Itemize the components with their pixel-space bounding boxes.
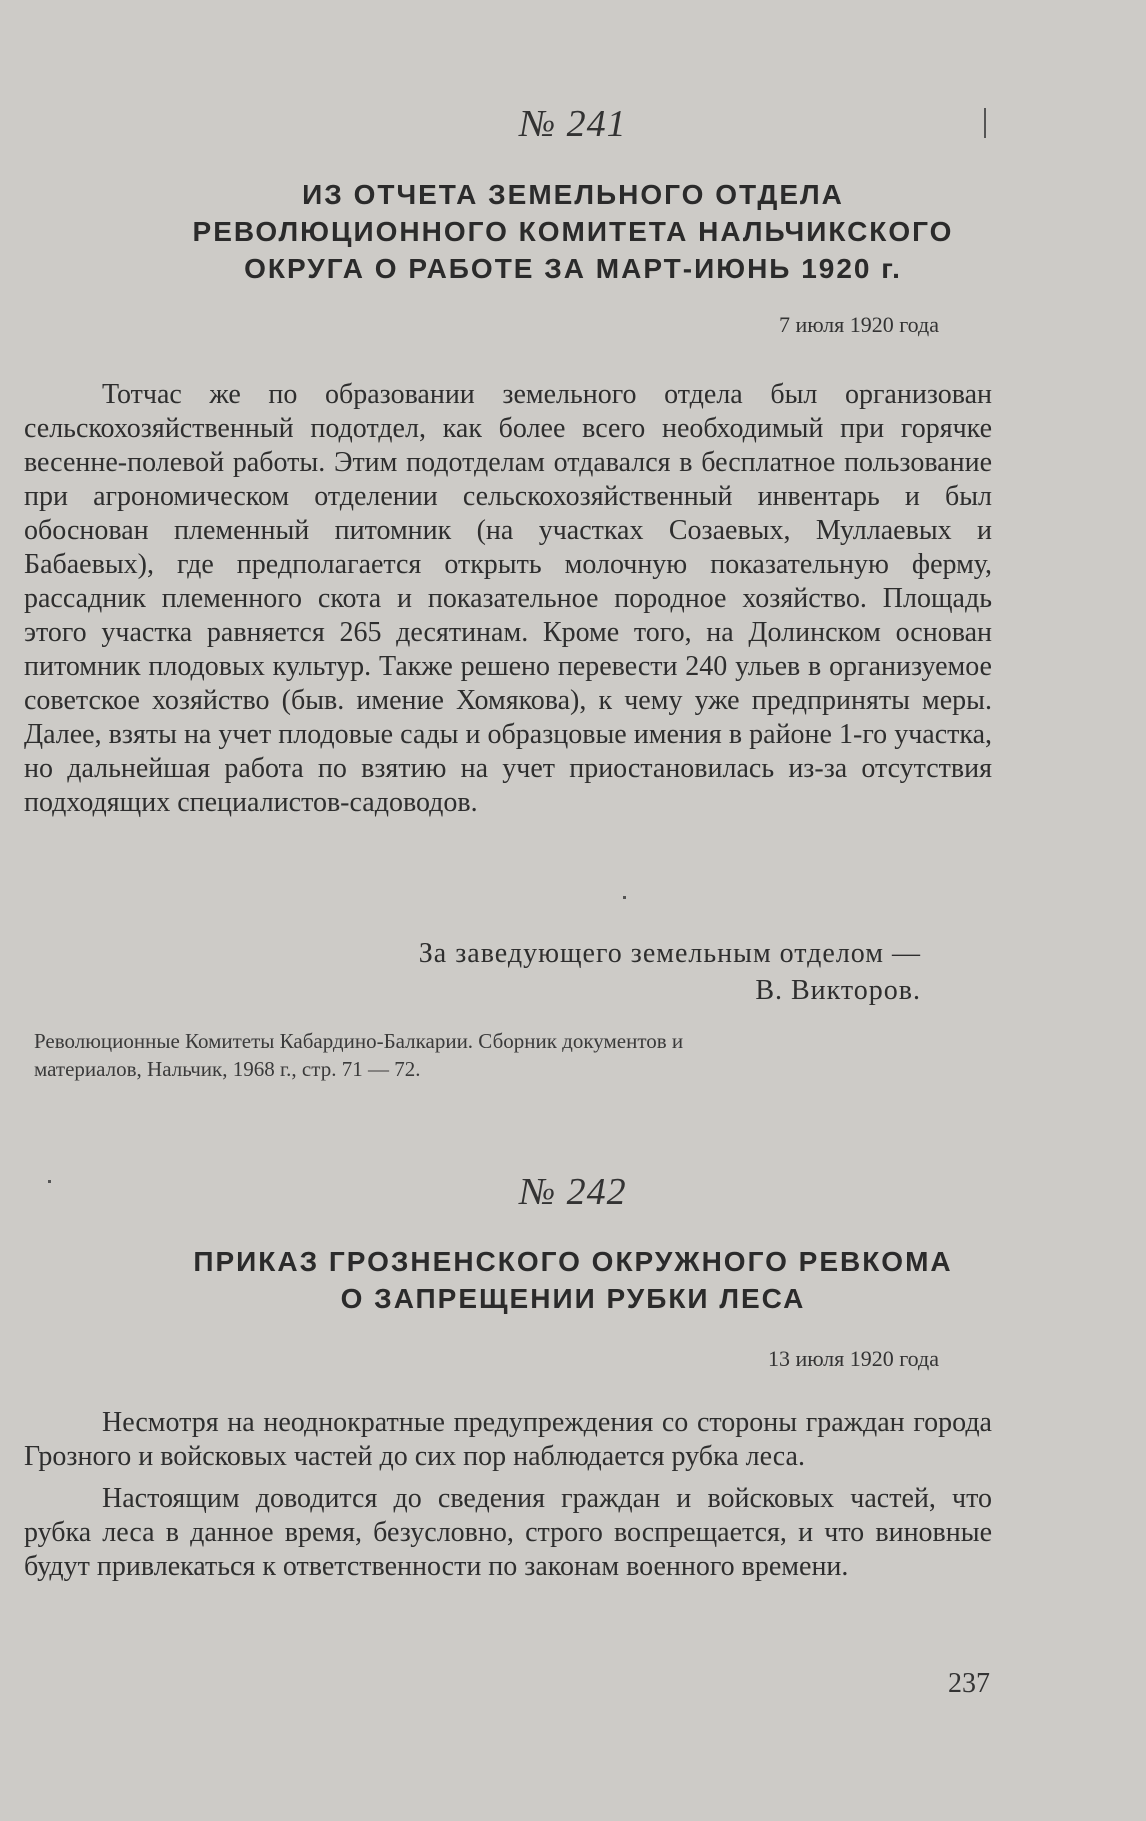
- doc-242-number: № 242: [519, 1171, 627, 1213]
- doc-241-title: ИЗ ОТЧЕТА ЗЕМЕЛЬНОГО ОТДЕЛА РЕВОЛЮЦИОННОГО КОМИТЕТА НАЛЬЧИКСКОГО ОКРУГА О РАБОТЕ ЗА МАРТ-ИЮНЬ 1920 г.: [192, 179, 954, 284]
- doc-241-signature: [419, 935, 921, 1009]
- print-speck: [984, 108, 986, 138]
- doc-242-paragraph-1: Несмотря на неоднократные предупреждения со стороны граждан города Грозного и войсковых частей до сих пор наблюдается рубка леса.: [24, 1407, 992, 1472]
- signature-role: За заведующего земельным отделом —: [418, 938, 921, 969]
- print-speck: [48, 1180, 51, 1183]
- doc-241-source: Революционные Комитеты Кабардино-Балкарии. Сборник документов и материалов, Нальчик, 1968 г., стр. 71 — 72.: [34, 1029, 684, 1081]
- page-number: 237: [948, 1668, 990, 1699]
- doc-242-date: 13 июля 1920 года: [767, 1346, 939, 1371]
- doc-241-paragraph: Тотчас же по образовании земельного отдела был организован сельскохозяйственный подотдел, как более всего необходимый при горячке весенне-полевой работы. Этим подотделам отдавался в бесплатное пользование при агрономическом отделении сельскохозяйственный инвентарь и был обоснован племенный питомник (на участках Созаевых, Муллаевых и Бабаевых), где предполагается открыть молочную показательную ферму, рассадник племенного скота и показательное породное хозяйство. Площадь этого участка равняется 265 десятинам. Кроме того, на Долинском основан питомник плодовых культур. Также решено перевести 240 ульев в организуемое советское хозяйство (быв. имение Хомякова), к чему уже предприняты меры. Далее, взяты на учет плодовые сады и образцовые имения в районе 1-го участка, но дальнейшая работа по взятию на учет приостановилась из-за отсутствия подходящих специалистов-садоводов.: [24, 379, 992, 818]
- doc-242-title: ПРИКАЗ ГРОЗНЕНСКОГО ОКРУЖНОГО РЕВКОМА О ЗАПРЕЩЕНИИ РУБКИ ЛЕСА: [193, 1246, 953, 1314]
- doc-242-body: [24, 1406, 992, 1584]
- doc-241-body: [24, 378, 992, 820]
- signature-name: В. Викторов.: [755, 975, 921, 1006]
- doc-242-paragraph-2: Настоящим доводится до сведения граждан и войсковых частей, что рубка леса в данное время, безусловно, строго воспрещается, и что виновные будут привлекаться к ответственности по законам военного времени.: [24, 1483, 992, 1582]
- doc-241-number: № 241: [519, 103, 627, 145]
- doc-241-date: 7 июля 1920 года: [778, 312, 939, 337]
- print-speck: [623, 896, 626, 899]
